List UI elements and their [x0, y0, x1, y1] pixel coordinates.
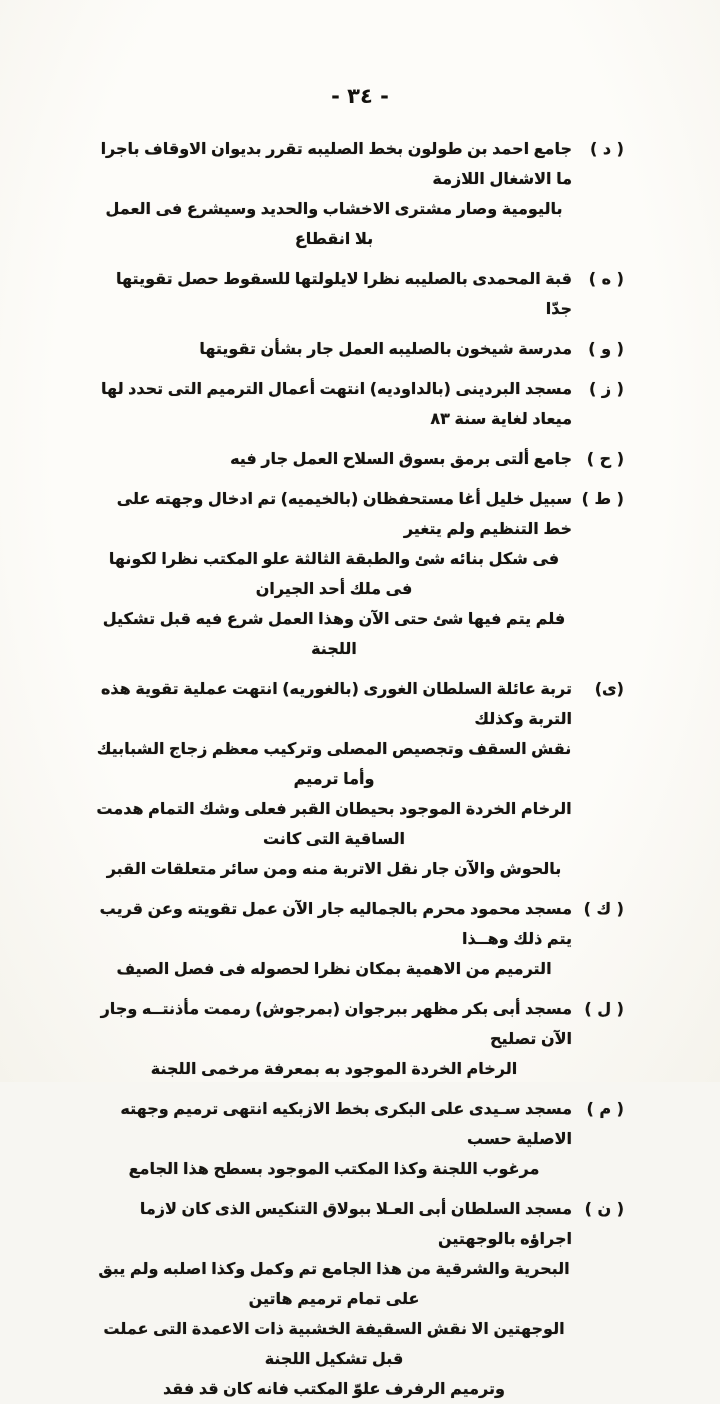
item-letter-label: ( ح ) [586, 449, 624, 468]
item-line: جامع احمد بن طولون بخط الصليبه تقرر بديوان الاوقاف باجرا ما الاشغال اللازمة [100, 139, 572, 188]
item-text [96, 1094, 572, 1184]
item-letter-label: ( م ) [586, 1099, 624, 1118]
item-letter-label: ( ز ) [589, 379, 624, 398]
item-line: البحرية والشرقية من هذا الجامع تم وكمل وكذا اصلبه ولم يبق على تمام ترميم هاتين [98, 1259, 570, 1308]
list-item [96, 334, 624, 364]
item-line: باليومية وصار مشترى الاخشاب والحديد وسيشرع فى العمل بلا انقطاع [105, 199, 563, 248]
item-text [96, 674, 572, 884]
item-line: وترميم الرفرف علوّ المكتب فانه كان قد فقد [163, 1379, 505, 1398]
item-line: مسجد البردينى (بالداوديه) انتهت أعمال الترميم التى تحدد لها ميعاد لغاية سنة ٨٣ [101, 379, 572, 428]
item-line: الترميم من الاهمية بمكان نظرا لحصوله فى فصل الصيف [116, 959, 552, 978]
list-item [96, 894, 624, 984]
item-letter-label: ( ك ) [583, 899, 624, 918]
list-item [96, 484, 624, 664]
item-text [96, 1194, 572, 1404]
page-number: - ٣٤ - [331, 84, 389, 108]
item-letter-label: ( ط ) [581, 489, 624, 508]
item-text [96, 444, 572, 474]
item-text [96, 374, 572, 434]
list-item [96, 134, 624, 254]
item-line: مسجد أبى بكر مظهر ببرجوان (بمرجوش) رممت مأذنتــه وجار الآن تصليح [100, 999, 572, 1048]
item-text [96, 994, 572, 1084]
item-letter-label: ( د ) [590, 139, 624, 158]
item-letter-label: ( ل ) [584, 999, 624, 1018]
list-item [96, 444, 624, 474]
item-text [96, 484, 572, 664]
item-line: مسجد السلطان أبى العـلا ببولاق التنكيس الذى كان لازما اجراؤه بالوجهتين [139, 1199, 572, 1248]
item-line: تربة عائلة السلطان الغورى (بالغوريه) انتهت عملية تقوية هذه التربة وكذلك [100, 679, 572, 728]
list-item [96, 1194, 624, 1404]
item-line: جامع ألتى برمق بسوق السلاح العمل جار فيه [230, 449, 572, 468]
item-line: مسجد سـيدى على البكرى بخط الازبكيه انتهى ترميم وجهته الاصلية حسب [120, 1099, 572, 1148]
item-line: مرغوب اللجنة وكذا المكتب الموجود بسطح هذا الجامع [128, 1159, 540, 1178]
list-item [96, 1094, 624, 1184]
item-letter-label: ( ه ) [588, 269, 624, 288]
items-list [96, 134, 624, 1404]
item-letter-label: ( ن ) [584, 1199, 624, 1218]
list-item [96, 994, 624, 1084]
item-line: قبة المحمدى بالصليبه نظرا لايلولتها للسقوط حصل تقويتها جدّا [115, 269, 572, 318]
list-item [96, 264, 624, 324]
item-line: الوجهتين الا نقش السقيفة الخشبية ذات الاعمدة التى عملت قبل تشكيل اللجنة [103, 1319, 565, 1368]
item-line: نقش السقف وتجصيص المصلى وتركيب معظم زجاج الشبابيك وأما ترميم [96, 739, 572, 788]
list-item [96, 374, 624, 434]
item-letter-label: ( و ) [588, 339, 624, 358]
item-line: مدرسة شيخون بالصليبه العمل جار بشأن تقويتها [199, 339, 572, 358]
item-text [96, 264, 572, 324]
item-line: الرخام الخردة الموجود به بمعرفة مرخمى اللجنة [150, 1059, 518, 1078]
item-line: الرخام الخردة الموجود بحيطان القبر فعلى وشك التمام هدمت الساقية التى كانت [96, 799, 572, 848]
item-text [96, 134, 572, 254]
item-line: بالحوش والآن جار نقل الاتربة منه ومن سائر متعلقات القبر [106, 859, 562, 878]
list-item [96, 674, 624, 884]
item-line: سبيل خليل أغا مستحفظان (بالخيميه) تم ادخال وجهته على خط التنظيم ولم يتغير [116, 489, 572, 538]
item-letter-label: (ى) [594, 679, 624, 698]
item-line: فى شكل بنائه شئ والطبقة الثالثة علو المكتب نظرا لكونها فى ملك أحد الجيران [108, 549, 560, 598]
item-text [96, 894, 572, 984]
item-line: فلم يتم فيها شئ حتى الآن وهذا العمل شرع فيه قبل تشكيل اللجنة [102, 609, 566, 658]
item-line: مسجد محمود محرم بالجماليه جار الآن عمل تقويته وعن قريب يتم ذلك وهــذا [99, 899, 572, 948]
item-text [96, 334, 572, 364]
